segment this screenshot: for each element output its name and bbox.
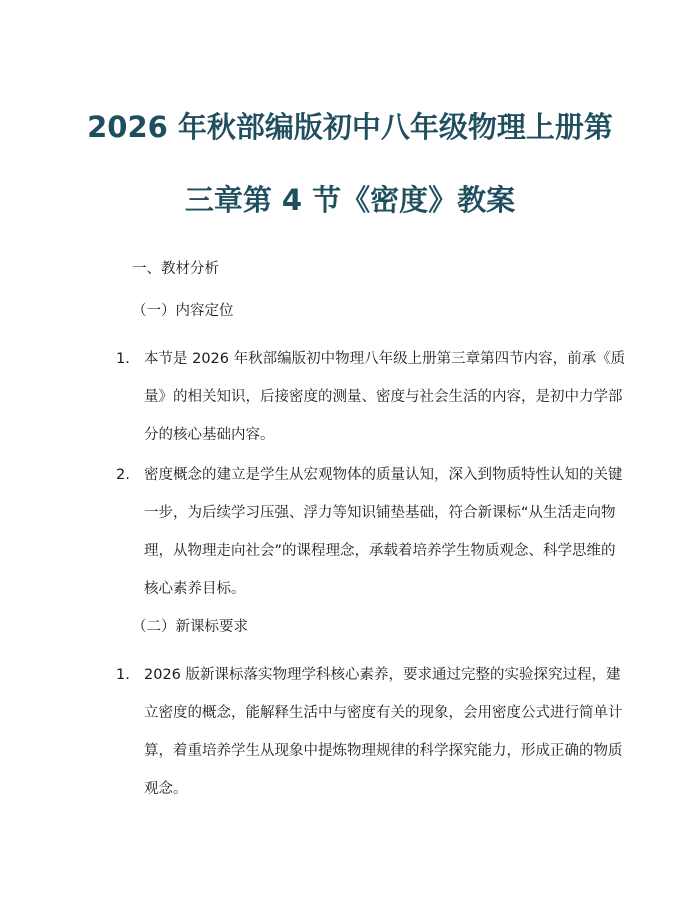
list-item-line: 分的核心基础内容。 [144, 427, 275, 443]
document-title-line-1: 2026 年秋部编版初中八年级物理上册第 [87, 110, 613, 144]
list-item-number: 2. [116, 467, 130, 483]
list-item [116, 456, 623, 608]
subsection-heading-curriculum-standard: （二）新课标要求 [132, 619, 248, 635]
list-item-line: 算，着重培养学生从现象中提炼物理规律的科学探究能力，形成正确的物质 [144, 743, 623, 759]
list-item-line: 观念。 [144, 781, 188, 797]
document-title-line-2: 三章第 4 节《密度》教案 [184, 183, 516, 217]
list-item-line: 一步，为后续学习压强、浮力等知识铺垫基础，符合新课标“从生活走向物 [144, 505, 616, 521]
list-item-line: 本节是 2026 年秋部编版初中物理八年级上册第三章第四节内容，前承《质 [144, 351, 626, 367]
list-item-line: 核心素养目标。 [144, 581, 246, 597]
list-item-line: 理，从物理走向社会”的课程理念，承载着培养学生物质观念、科学思维的 [144, 543, 616, 559]
list-item-number: 1. [116, 351, 130, 367]
subsection-heading-content-positioning: （一）内容定位 [132, 303, 234, 319]
list-item-line: 量》的相关知识，后接密度的测量、密度与社会生活的内容，是初中力学部 [144, 389, 623, 405]
list-item-line: 密度概念的建立是学生从宏观物体的质量认知，深入到物质特性认知的关键 [144, 467, 623, 483]
list-item [116, 340, 626, 454]
list-item-line: 立密度的概念，能解释生活中与密度有关的现象，会用密度公式进行简单计 [144, 705, 623, 721]
list-item-line: 2026 版新课标落实物理学科核心素养，要求通过完整的实验探究过程，建 [144, 667, 621, 683]
list-item-number: 1. [116, 667, 130, 683]
list-item [116, 656, 623, 808]
section-heading-textbook-analysis: 一、教材分析 [132, 261, 219, 277]
